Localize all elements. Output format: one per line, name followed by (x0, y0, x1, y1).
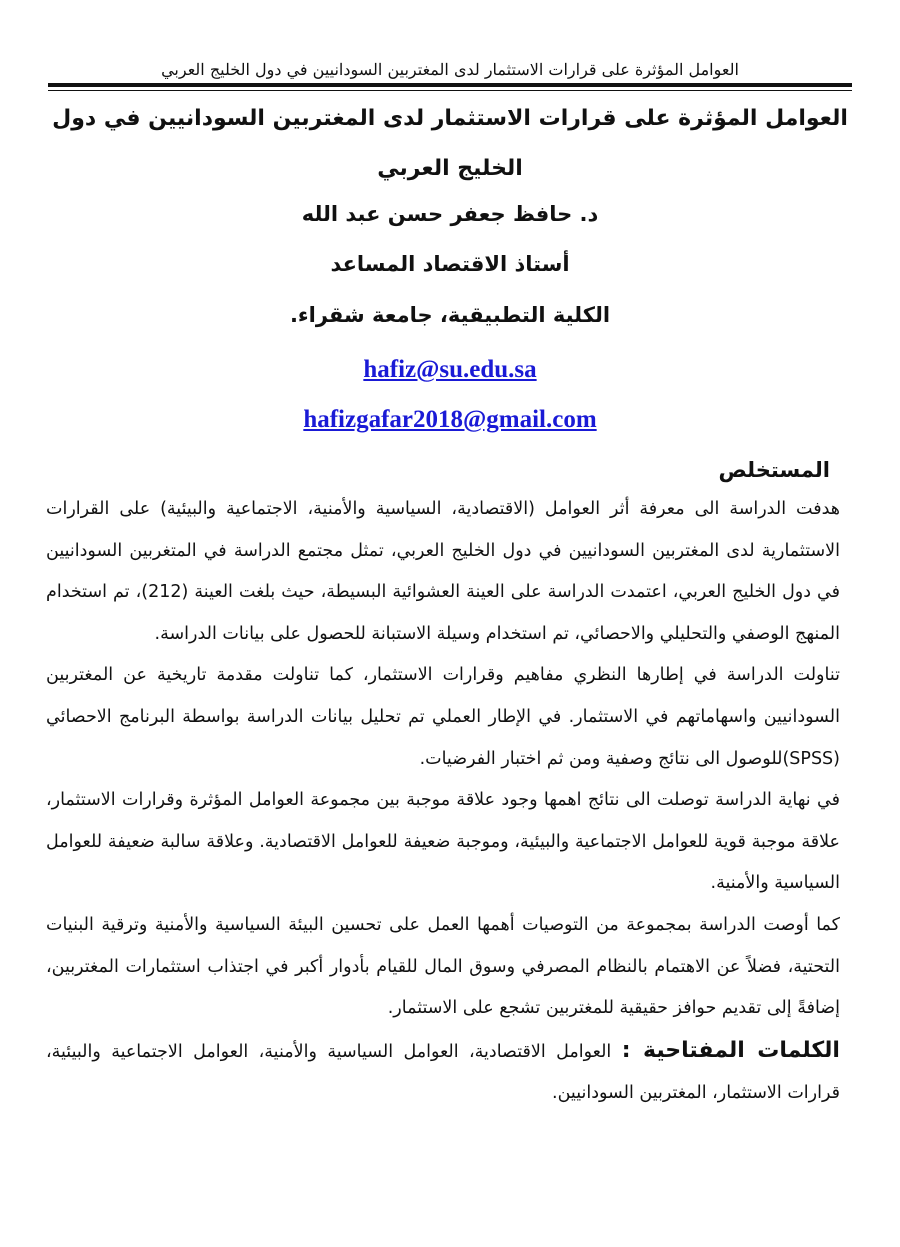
header-rule-thick (48, 83, 852, 87)
abstract-paragraph: في نهاية الدراسة توصلت الى نتائج اهمها وجود علاقة موجبة بين مجموعة العوامل المؤثرة وقرارات الاستثمار، علاقة موجبة قوية للعوامل الاجتماعية والبيئية، وموجبة ضعيفة للعوامل الاقتصادية. وعلاقة سالبة ضعيفة للعوامل السياسية والأمنية. (46, 790, 840, 894)
keywords-text: العوامل الاقتصادية، العوامل السياسية والأمنية، العوامل الاجتماعية والبيئية، قرارات الاستثمار، المغتربين السودانيين. (46, 1041, 840, 1104)
abstract-paragraph: هدفت الدراسة الى معرفة أثر العوامل (الاقتصادية، السياسية والأمنية، الاجتماعية والبيئية) على القرارات الاستثمارية لدى المغتربين السودانيين في دول الخليج العربي، تمثل مجتمع الدراسة في المتغربين السودانيين في دول الخليج العربي، اعتمدت الدراسة على العينة العشوائية البسيطة، حيث بلغت العينة (212)، تم استخدام المنهج الوصفي والتحليلي والاحصائي، تم استخدام وسيلة الاستبانة للحصول على بيانات الدراسة. (46, 499, 841, 644)
author-affiliation: الكلية التطبيقية، جامعة شقراء. (289, 303, 611, 327)
author-email-link-alt[interactable]: hafizgafar2018@gmail.com (303, 406, 597, 433)
keywords-paragraph (46, 1030, 840, 1115)
abstract-paragraph: تناولت الدراسة في إطارها النظري مفاهيم وقرارات الاستثمار، كما تناولت مقدمة تاريخية عن المغتربين السودانيين واسهاماتهم في الاستثمار. في الإطار العملي تم تحليل بيانات الدراسة بواسطة البرنامج الاحصائي (SPSS)للوصول الى نتائج وصفية ومن ثم اختبار الفرضيات. (46, 665, 840, 769)
abstract-paragraph: كما أوصت الدراسة بمجموعة من التوصيات أهمها العمل على تحسين البيئة السياسية والأمنية وترقية البنيات التحتية، فضلاً عن الاهتمام بالنظام المصرفي وسوق المال للقيام بأدوار أكبر في اجتذاب استثمارات المغتربين، إضافةً إلى تقديم حوافز حقيقية للمغتربين تشجع على الاستثمار. (46, 914, 840, 1019)
running-header: العوامل المؤثرة على قرارات الاستثمار لدى المغتربين السودانيين في دول الخليج العربي (161, 60, 739, 79)
keywords-label: الكلمات المفتاحية : (621, 1037, 840, 1063)
author-position: أستاذ الاقتصاد المساعد (330, 252, 570, 276)
header-rule-thin (48, 90, 852, 91)
author-name: د. حافظ جعفر حسن عبد الله (301, 202, 599, 226)
abstract-heading: المستخلص (718, 458, 830, 482)
abstract-body (46, 489, 840, 1115)
paper-title: العوامل المؤثرة على قرارات الاستثمار لدى المغتربين السودانيين في دول الخليج العربي (52, 106, 848, 181)
author-email-link[interactable]: hafiz@su.edu.sa (363, 356, 537, 383)
